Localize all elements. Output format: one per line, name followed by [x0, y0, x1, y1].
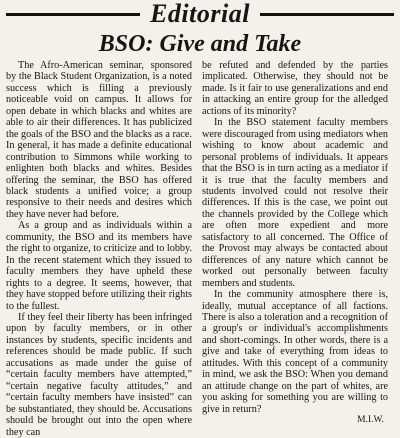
paragraph: As a group and as individuals within a community, the BSO and its members have the right to organize, to criticize and to lobby. In the recent statement which they issued to faculty members they have upheld these rights to a degree. It seems, however, that they have stopped before utilizing their rights to the fullest.	[6, 220, 192, 312]
section-title: Editorial	[150, 0, 250, 28]
author-signature: M.I.W.	[357, 415, 384, 426]
banner-rule-right	[260, 13, 394, 16]
paragraph: In the community atmosphere there is, ideally, mutual acceptance of all factions. There is also a toleration and a recognition of a group's or individual's accomplishments and short-comings. In other words, there is a give and take of everything from ideas to attitudes. With this concept of a community in mind, we ask the BSO: When you demand an attitude change on the part of whites, are you asking for something you are willing to give in return?	[202, 289, 388, 415]
banner-rule-left	[6, 13, 140, 16]
right-column	[202, 60, 388, 426]
headline: BSO: Give and Take	[98, 31, 302, 57]
paragraph: be refuted and defended by the parties implicated. Otherwise, they should not be made. Is it fair to use generalizations and end in attacking an entire group for the alledged actions of its minority?	[202, 60, 388, 117]
paragraph: In the BSO statement faculty members were discouraged from using mediators when wishing to know about academic and personal problems of individuals. It appears that the BSO is in turn acting as a mediator if it is true that the faculty members and students involved could not resolve their differences. If this is the case, we point out the channels provided by the College which are often more expedient and more satisfactory to all concerned. The Office of the Provost may always be contacted about differences of any nature which cannot be worked out personally between faculty members and students.	[202, 117, 388, 289]
section-banner	[6, 2, 394, 26]
paragraph: If they feel their liberty has been infringed upon by faculty members, or in other instances by students, specific incidents and references should be made public. If such accusations as made under the guise of “certain faculty members have attempted,” “certain negative faculty attitudes,” and “certain faculty members have insisted” can be substantiated, they should be. Accusations should be brought out into the open where they can	[6, 311, 192, 438]
left-column	[6, 60, 192, 438]
paragraph: The Afro-American seminar, sponsored by the Black Student Organization, is a noted success which is filling a previously noticeable void on campus. It allows for open debate in which blacks and whites are able to air their differences. It has publicized the goals of the BSO and the blacks as a race. In general, it has made a definite educational contribution to Simmons while working to enlighten both blacks and whites. Besides offering the seminar, the BSO has offered black students a unified voice; a group responsive to their needs and desires which they have never had before.	[6, 60, 192, 220]
